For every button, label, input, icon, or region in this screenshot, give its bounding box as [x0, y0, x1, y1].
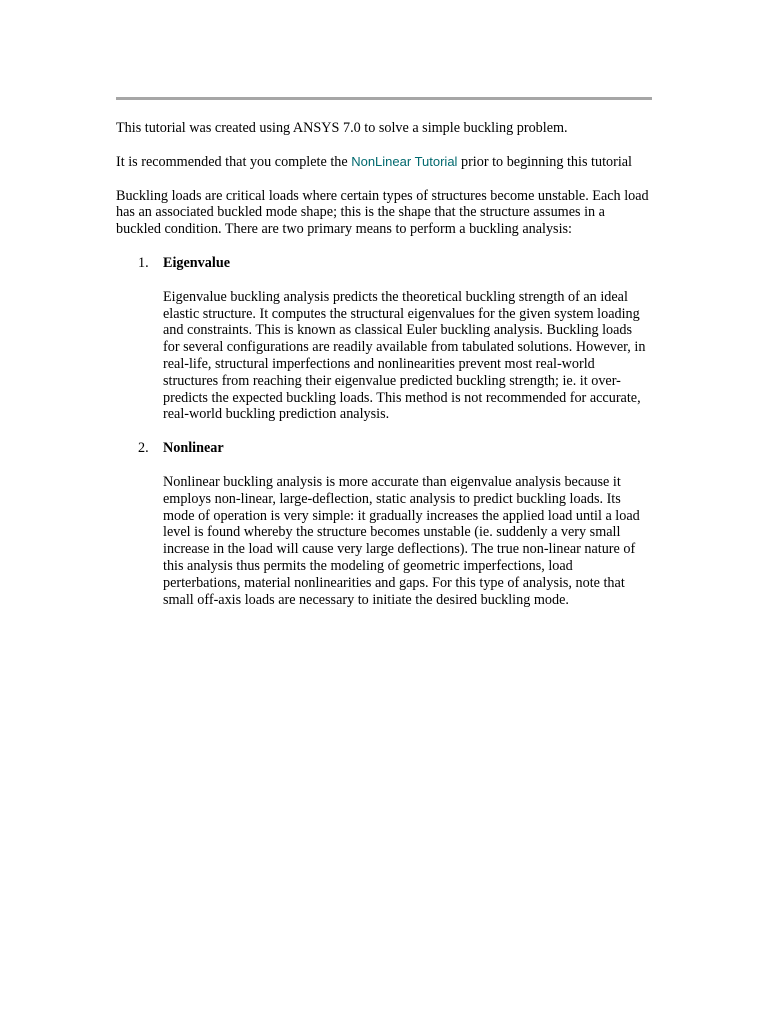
list-item-nonlinear [116, 440, 652, 608]
recommendation-text-after: prior to beginning this tutorial [457, 153, 633, 170]
list-item-body: Nonlinear buckling analysis is more accurate than eigenvalue analysis because it employs non-linear, large-deflection, static analysis to predict buckling loads. Its mode of operation is very simple: it gradually increases the applied load until a load level is found whereby the structure becomes unstable (ie. suddenly a very small increase in the load will cause very large deflections). The true non-linear nature of this analysis thus permits the modeling of geometric imperfections, load perterbations, material nonlinearities and gaps. For this type of analysis, note that small off-axis loads are necessary to initiate the desired buckling mode. [163, 473, 640, 608]
list-item-number: 1. [138, 254, 149, 271]
horizontal-rule [116, 97, 652, 100]
list-item-title: Eigenvalue [163, 254, 231, 271]
list-item-number: 2. [138, 440, 149, 457]
intro-paragraph: This tutorial was created using ANSYS 7.0 to solve a simple buckling problem. [116, 120, 568, 136]
list-item-eigenvalue [116, 255, 652, 423]
document-page [116, 97, 652, 625]
buckling-intro-paragraph: Buckling loads are critical loads where certain types of structures become unstable. Each load has an associated buckled mode shape; this is the shape that the structure assumes in a buckled condition. There are two primary means to perform a buckling analysis: [116, 187, 649, 238]
recommendation-paragraph [116, 154, 652, 171]
nonlinear-tutorial-link[interactable]: NonLinear Tutorial [351, 153, 458, 169]
recommendation-text-before: It is recommended that you complete the [116, 153, 352, 170]
list-item-body: Eigenvalue buckling analysis predicts the theoretical buckling strength of an ideal elastic structure. It computes the structural eigenvalues for the given system loading and constraints. This is known as classical Euler buckling analysis. Buckling loads for several configurations are readily available from tabulated solutions. However, in real-life, structural imperfections and nonlinearities prevent most real-world structures from reaching their eigenvalue predicted buckling strength; ie. it over-predicts the expected buckling loads. This method is not recommended for accurate, real-world buckling prediction analysis. [163, 288, 646, 423]
list-item-title: Nonlinear [163, 440, 224, 457]
